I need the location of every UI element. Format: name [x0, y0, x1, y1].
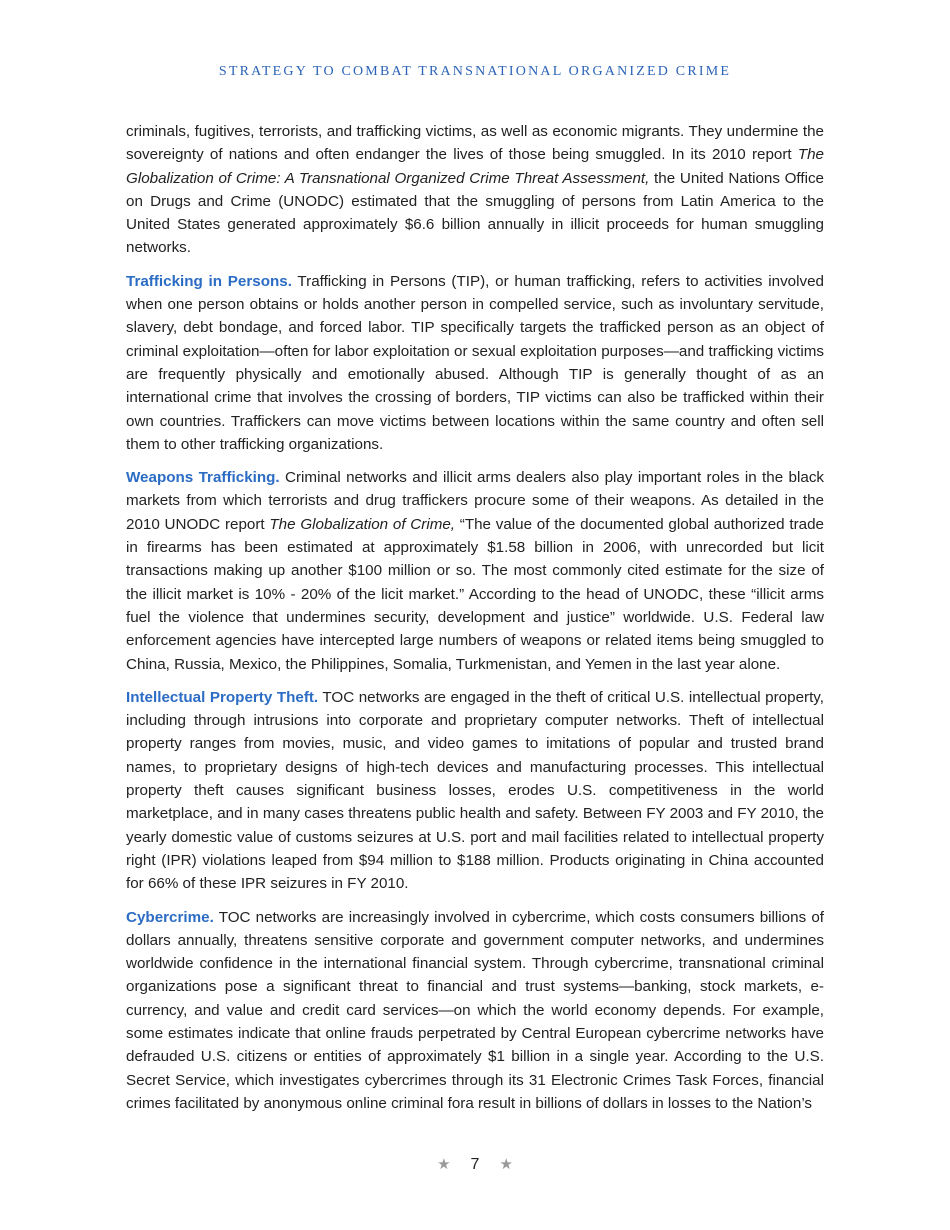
- weapons-text-1: Criminal networks and illicit arms dealers also play important roles in the black markets from which terrorists and drug traffickers procure some of their weapons. As detailed in the 2010 UNODC report: [126, 469, 825, 533]
- paragraph-intellectual-property-theft: [126, 686, 824, 896]
- intro-text-1: criminals, fugitives, terrorists, and trafficking victims, as well as economic migrants. They undermine the sovereignty of nations and often endanger the lives of those being smuggled. In its 2010 report: [126, 123, 824, 164]
- body-text: [126, 120, 824, 1125]
- paragraph-weapons-trafficking: [126, 466, 824, 676]
- section-heading-tip: Trafficking in Persons.: [126, 272, 292, 290]
- page-footer: [0, 1155, 950, 1174]
- star-icon: ★: [499, 1156, 513, 1173]
- intro-report-title: The Globalization of Crime: A Transnational Organized Crime Threat Assessment,: [126, 146, 824, 187]
- tip-text: Trafficking in Persons (TIP), or human trafficking, refers to activities involved when one person obtains or holds another person in compelled service, such as involuntary servitude, slavery, debt bondage, and forced labor. TIP specifically targets the trafficked person as an object of criminal exploitation—often for labor exploitation or sexual exploitation purposes—and trafficking victims are frequently physically and emotionally abused. Although TIP is generally thought of as an international crime that involves the crossing of borders, TIP victims can also be trafficked within their own countries. Traffickers can move victims between locations within the same country and often sell them to other trafficking organizations.: [126, 272, 824, 453]
- paragraph-intro: [126, 120, 824, 260]
- page-number: 7: [470, 1156, 480, 1173]
- cyber-text: TOC networks are increasingly involved in cybercrime, which costs consumers billions of dollars annually, threatens sensitive corporate and government computer networks, and undermines worldwide confidence in the international financial system. Through cybercrime, transnational criminal organizations pose a significant threat to financial and trust systems—banking, stock markets, e-currency, and value and credit card services—on which the world economy depends. For example, some estimates indicate that online frauds perpetrated by Central European cybercrime networks have defrauded U.S. citizens or entities of approximately $1 billion in a single year. According to the U.S. Secret Service, which investigates cybercrimes through its 31 Electronic Crimes Task Forces, financial crimes facilitated by anonymous online criminal fora result in billions of dollars in losses to the Nation’s: [126, 908, 824, 1112]
- section-heading-cybercrime: Cybercrime.: [126, 908, 214, 926]
- paragraph-trafficking-in-persons: [126, 270, 824, 456]
- paragraph-cybercrime: [126, 906, 824, 1116]
- section-heading-weapons: Weapons Trafficking.: [126, 469, 280, 487]
- running-header: STRATEGY TO COMBAT TRANSNATIONAL ORGANIZED CRIME: [218, 64, 732, 79]
- star-icon: ★: [437, 1156, 451, 1173]
- ip-text: TOC networks are engaged in the theft of critical U.S. intellectual property, including through intrusions into corporate and proprietary computer networks. Theft of intellectual property ranges from movies, music, and video games to imitations of popular and trusted brand names, to proprietary designs of high-tech devices and manufacturing processes. This intellectual property theft causes significant business losses, erodes U.S. competitiveness in the world marketplace, and in many cases threatens public health and safety. Between FY 2003 and FY 2010, the yearly domestic value of customs seizures at U.S. port and mail facilities related to intellectual property right (IPR) violations leaped from $94 million to $188 million. Products originating in China accounted for 66% of these IPR seizures in FY 2010.: [126, 688, 824, 893]
- intro-text-2: the United Nations Office on Drugs and Crime (UNODC) estimated that the smuggling of persons from Latin America to the United States generated approximately $6.6 billion annually in illicit proceeds for human smuggling networks.: [126, 169, 824, 257]
- section-heading-ip: Intellectual Property Theft.: [126, 688, 319, 706]
- weapons-report-title: The Globalization of Crime,: [269, 515, 456, 533]
- weapons-text-2: “The value of the documented global authorized trade in firearms has been estimated at approximately $1.58 billion in 2006, with unrecorded but licit transactions making up another $100 million or so. The most commonly cited estimate for the size of the illicit market is 10% - 20% of the licit market.” According to the head of UNODC, these “illicit arms fuel the violence that undermines security, development and justice” worldwide. U.S. Federal law enforcement agencies have intercepted large numbers of weapons or related items being smuggled to China, Russia, Mexico, the Philippines, Somalia, Turkmenistan, and Yemen in the last year alone.: [126, 515, 824, 673]
